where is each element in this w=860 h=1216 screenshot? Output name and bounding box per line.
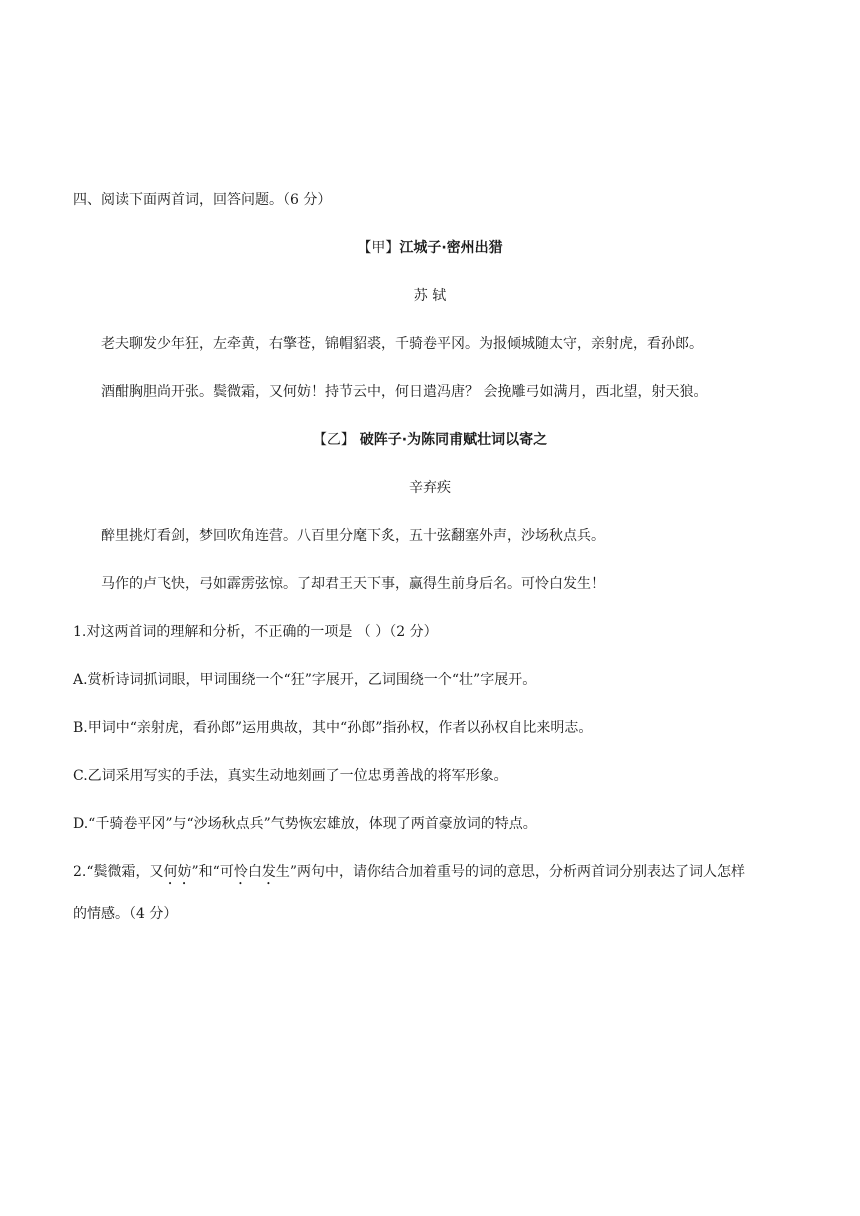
emphasis-word: 何妨 xyxy=(163,864,192,880)
poem-b-tag: 【乙】 xyxy=(312,432,355,448)
emphasis-word: 发 xyxy=(261,864,276,880)
poem-b-author: 辛弃疾 xyxy=(409,480,451,496)
question-2-text: 白 xyxy=(247,864,262,880)
poem-b-title: 破阵子·为陈同甫赋壮词以寄之 xyxy=(359,432,548,448)
question-2-text: 2.“鬓微霜，又 xyxy=(73,864,164,880)
poem-b-line-1: 醉里挑灯看剑，梦回吹角连营。八百里分麾下炙，五十弦翻塞外声，沙场秋点兵。 xyxy=(101,528,605,544)
poem-a-title: 江城子·密州出猎 xyxy=(399,240,503,256)
question-2-line-1 xyxy=(73,862,745,888)
poem-a-tag: 【甲】 xyxy=(357,240,400,256)
poem-a-author: 苏 轼 xyxy=(413,288,447,304)
question-1-option-d: D.“千骑卷平冈”与“沙场秋点兵”气势恢宏雄放，体现了两首豪放词的特点。 xyxy=(73,816,537,832)
question-2-text: 生”两句中，请你结合加着重号的词的意思，分析两首词分别表达了词人怎样 xyxy=(275,864,745,880)
poem-a-title-line xyxy=(0,238,860,258)
question-1-option-b: B.甲词中“亲射虎，看孙郎”运用典故，其中“孙郎”指孙权，作者以孙权自比来明志。 xyxy=(73,720,593,736)
question-1-option-c: C.乙词采用写实的手法，真实生动地刻画了一位忠勇善战的将军形象。 xyxy=(73,768,508,784)
question-1-stem: 1.对这两首词的理解和分析，不正确的一项是 （ ）（2 分） xyxy=(73,624,438,640)
poem-a-line-2: 酒酣胸胆尚开张。鬓微霜，又何妨！持节云中，何日遣冯唐？ 会挽雕弓如满月，西北望，射天狼。 xyxy=(101,384,708,400)
poem-b-title-line xyxy=(0,430,860,450)
question-2-text: ”和“ xyxy=(191,864,220,880)
poem-b-line-2: 马作的卢飞快，弓如霹雳弦惊。了却君王天下事，赢得生前身后名。可怜白发生！ xyxy=(101,576,605,592)
poem-a-line-1: 老夫聊发少年狂，左牵黄，右擎苍，锦帽貂裘，千骑卷平冈。为报倾城随太守，亲射虎，看孙郎。 xyxy=(101,336,703,352)
emphasis-word: 怜 xyxy=(233,864,248,880)
question-1-option-a: A.赏析诗词抓词眼，甲词围绕一个“狂”字展开，乙词围绕一个“壮”字展开。 xyxy=(73,672,537,688)
question-2-line-2: 的情感。（4 分） xyxy=(73,906,178,922)
section-heading: 四、阅读下面两首词，回答问题。（6 分） xyxy=(73,192,332,208)
question-2-text: 可 xyxy=(219,864,234,880)
